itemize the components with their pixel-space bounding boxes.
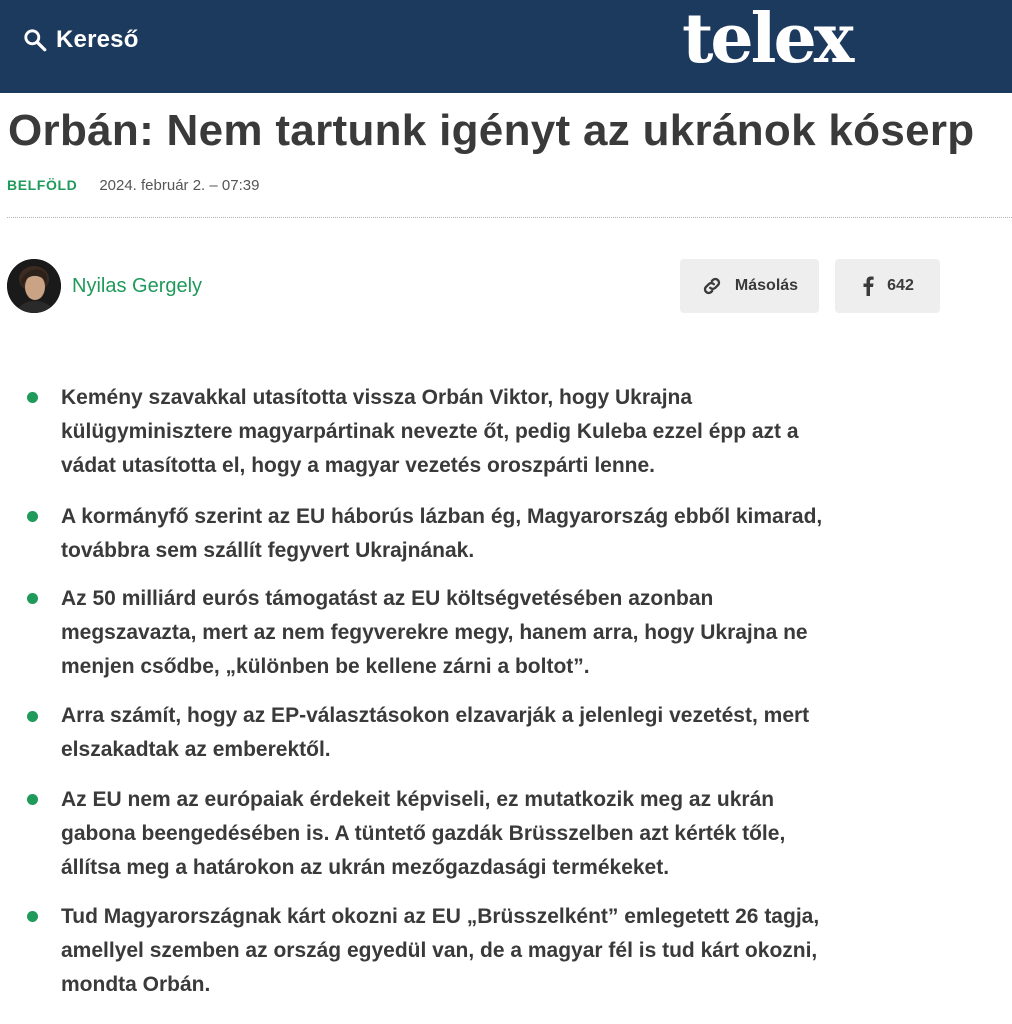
facebook-count: 642 (887, 277, 914, 294)
bullet-dot (27, 593, 38, 604)
list-item: Az EU nem az európaiak érdekeit képviseli, ez mutatkozik meg az ukrán gabona beengedésében is. A tüntető gazdák Brüsszelben azt kérték tőle, állítsa meg a határokon az ukrán mezőgazdasági termékeket. (61, 788, 786, 879)
bullet-dot (27, 711, 38, 722)
list-item: A kormányfő szerint az EU háborús lázban ég, Magyarország ebből kimarad, továbbra sem szállít fegyvert Ukrajnának. (61, 505, 823, 562)
bullet-dot (27, 911, 38, 922)
category-link[interactable]: BELFÖLD (7, 177, 78, 193)
copy-label: Másolás (734, 277, 799, 294)
site-logo[interactable]: telex (682, 0, 852, 79)
publish-date: 2024. február 2. – 07:39 (99, 176, 260, 194)
bullet-dot (27, 794, 38, 805)
list-item: Az 50 milliárd eurós támogatást az EU költségvetésében azonban megszavazta, mert az nem fegyverekre megy, hanem arra, hogy Ukrajna ne menjen csődbe, „különben be kellene zárni a boltot”. (61, 587, 808, 678)
article-title: Orbán: Nem tartunk igényt az ukránok kóserp (8, 106, 975, 155)
list-item: Kemény szavakkal utasította vissza Orbán Viktor, hogy Ukrajna külügyminisztere magyarpártinak nevezte őt, pedig Kuleba ezzel épp azt a vádat utasította el, hogy a magyar vezetés oroszpárti lenne. (61, 386, 799, 477)
search-label: Kereső (56, 26, 139, 53)
list-item: Arra számít, hogy az EP-választásokon elzavarják a jelenlegi vezetést, mert elszakadtak az emberektől. (61, 704, 810, 761)
bullet-dot (27, 511, 38, 522)
list-item: Tud Magyarországnak kárt okozni az EU „Brüsszelként” emlegetett 26 tagja, amellyel szemben az ország egyedül van, de a magyar fél is tud kárt okozni, mondta Orbán. (61, 905, 820, 996)
author-name-link[interactable]: Nyilas Gergely (72, 274, 203, 297)
bullet-dot (27, 392, 38, 403)
